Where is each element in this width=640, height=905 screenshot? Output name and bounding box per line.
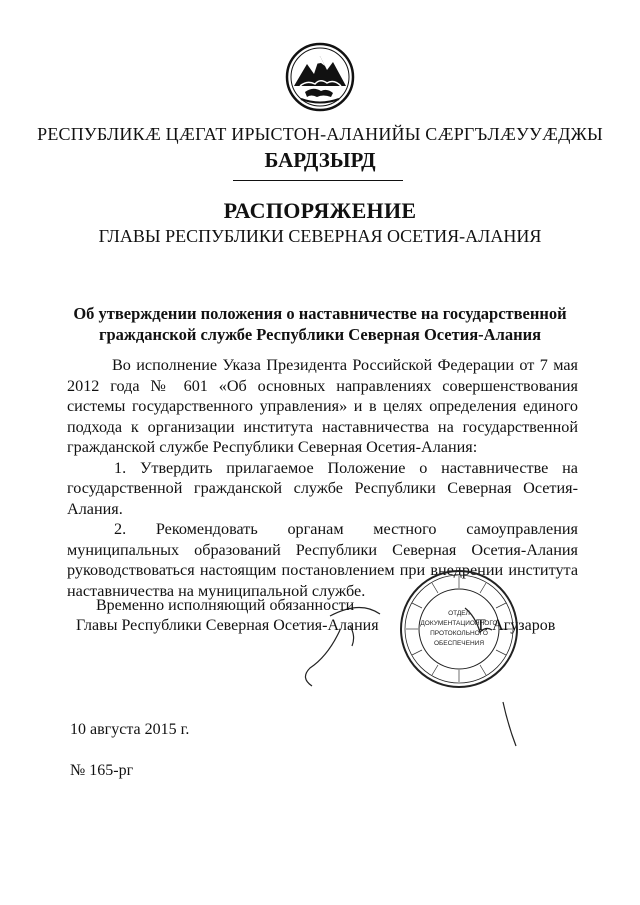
header-divider	[233, 180, 403, 181]
stamp-text-1: ОТДЕЛ	[448, 610, 470, 617]
subject-line-1: Об утверждении положения о наставничестве на государственной	[73, 304, 567, 323]
coat-of-arms-emblem	[285, 42, 355, 112]
header-title: БАРДЗЫРД	[264, 148, 376, 172]
pen-stroke-mark	[500, 700, 520, 750]
stamp-text-4: ОБЕСПЕЧЕНИЯ	[433, 640, 485, 647]
body-paragraph-preamble: Во исполнение Указа Президента Российской Федерации от 7 мая 2012 года № 601 «Об основных направлениях совершенствования системы государственного управления» и в целях определения единого подхода к организации института наставничества на государственной гражданской службе Республики Северная Осетия-Алания:	[67, 356, 578, 456]
signatory-position-line-2: Главы Республики Северная Осетия-Алания	[76, 617, 379, 634]
document-type: РАСПОРЯЖЕНИЕ	[223, 198, 417, 223]
stamp-text-3: ПРОТОКОЛЬНОГО	[430, 630, 488, 637]
document-issuer: ГЛАВЫ РЕСПУБЛИКИ СЕВЕРНАЯ ОСЕТИЯ-АЛАНИЯ	[98, 226, 542, 246]
document-number: № 165-рг	[70, 762, 134, 779]
stamp-text-2: ДОКУМЕНТАЦИОННОГО	[420, 620, 498, 627]
body-paragraph-item-2: 2. Рекомендовать органам местного самоуправления муниципальных образований Республики Северная Осетия-Алания руководствоваться настоящим постановлением при внедрении института наставничества на муниципальной службе.	[67, 520, 578, 600]
document-date: 10 августа 2015 г.	[70, 721, 190, 738]
signatory-position-line-1: Временно исполняющий обязанности	[96, 597, 355, 614]
signatory-name: Т. Агузаров	[476, 617, 556, 634]
document-subject	[60, 303, 580, 345]
body-paragraph-item-1: 1. Утвердить прилагаемое Положение о наставничестве на государственной гражданской службе Республики Северная Осетия-Алания.	[67, 458, 578, 518]
header-republic-name: РЕСПУБЛИКÆ ЦÆГАТ ИРЫСТОН-АЛАНИЙЫ СÆРГЪЛÆУУÆДЖЫ	[37, 124, 603, 144]
document-body	[67, 355, 578, 601]
subject-line-2: гражданской службе Республики Северная Осетия-Алания	[98, 325, 542, 344]
